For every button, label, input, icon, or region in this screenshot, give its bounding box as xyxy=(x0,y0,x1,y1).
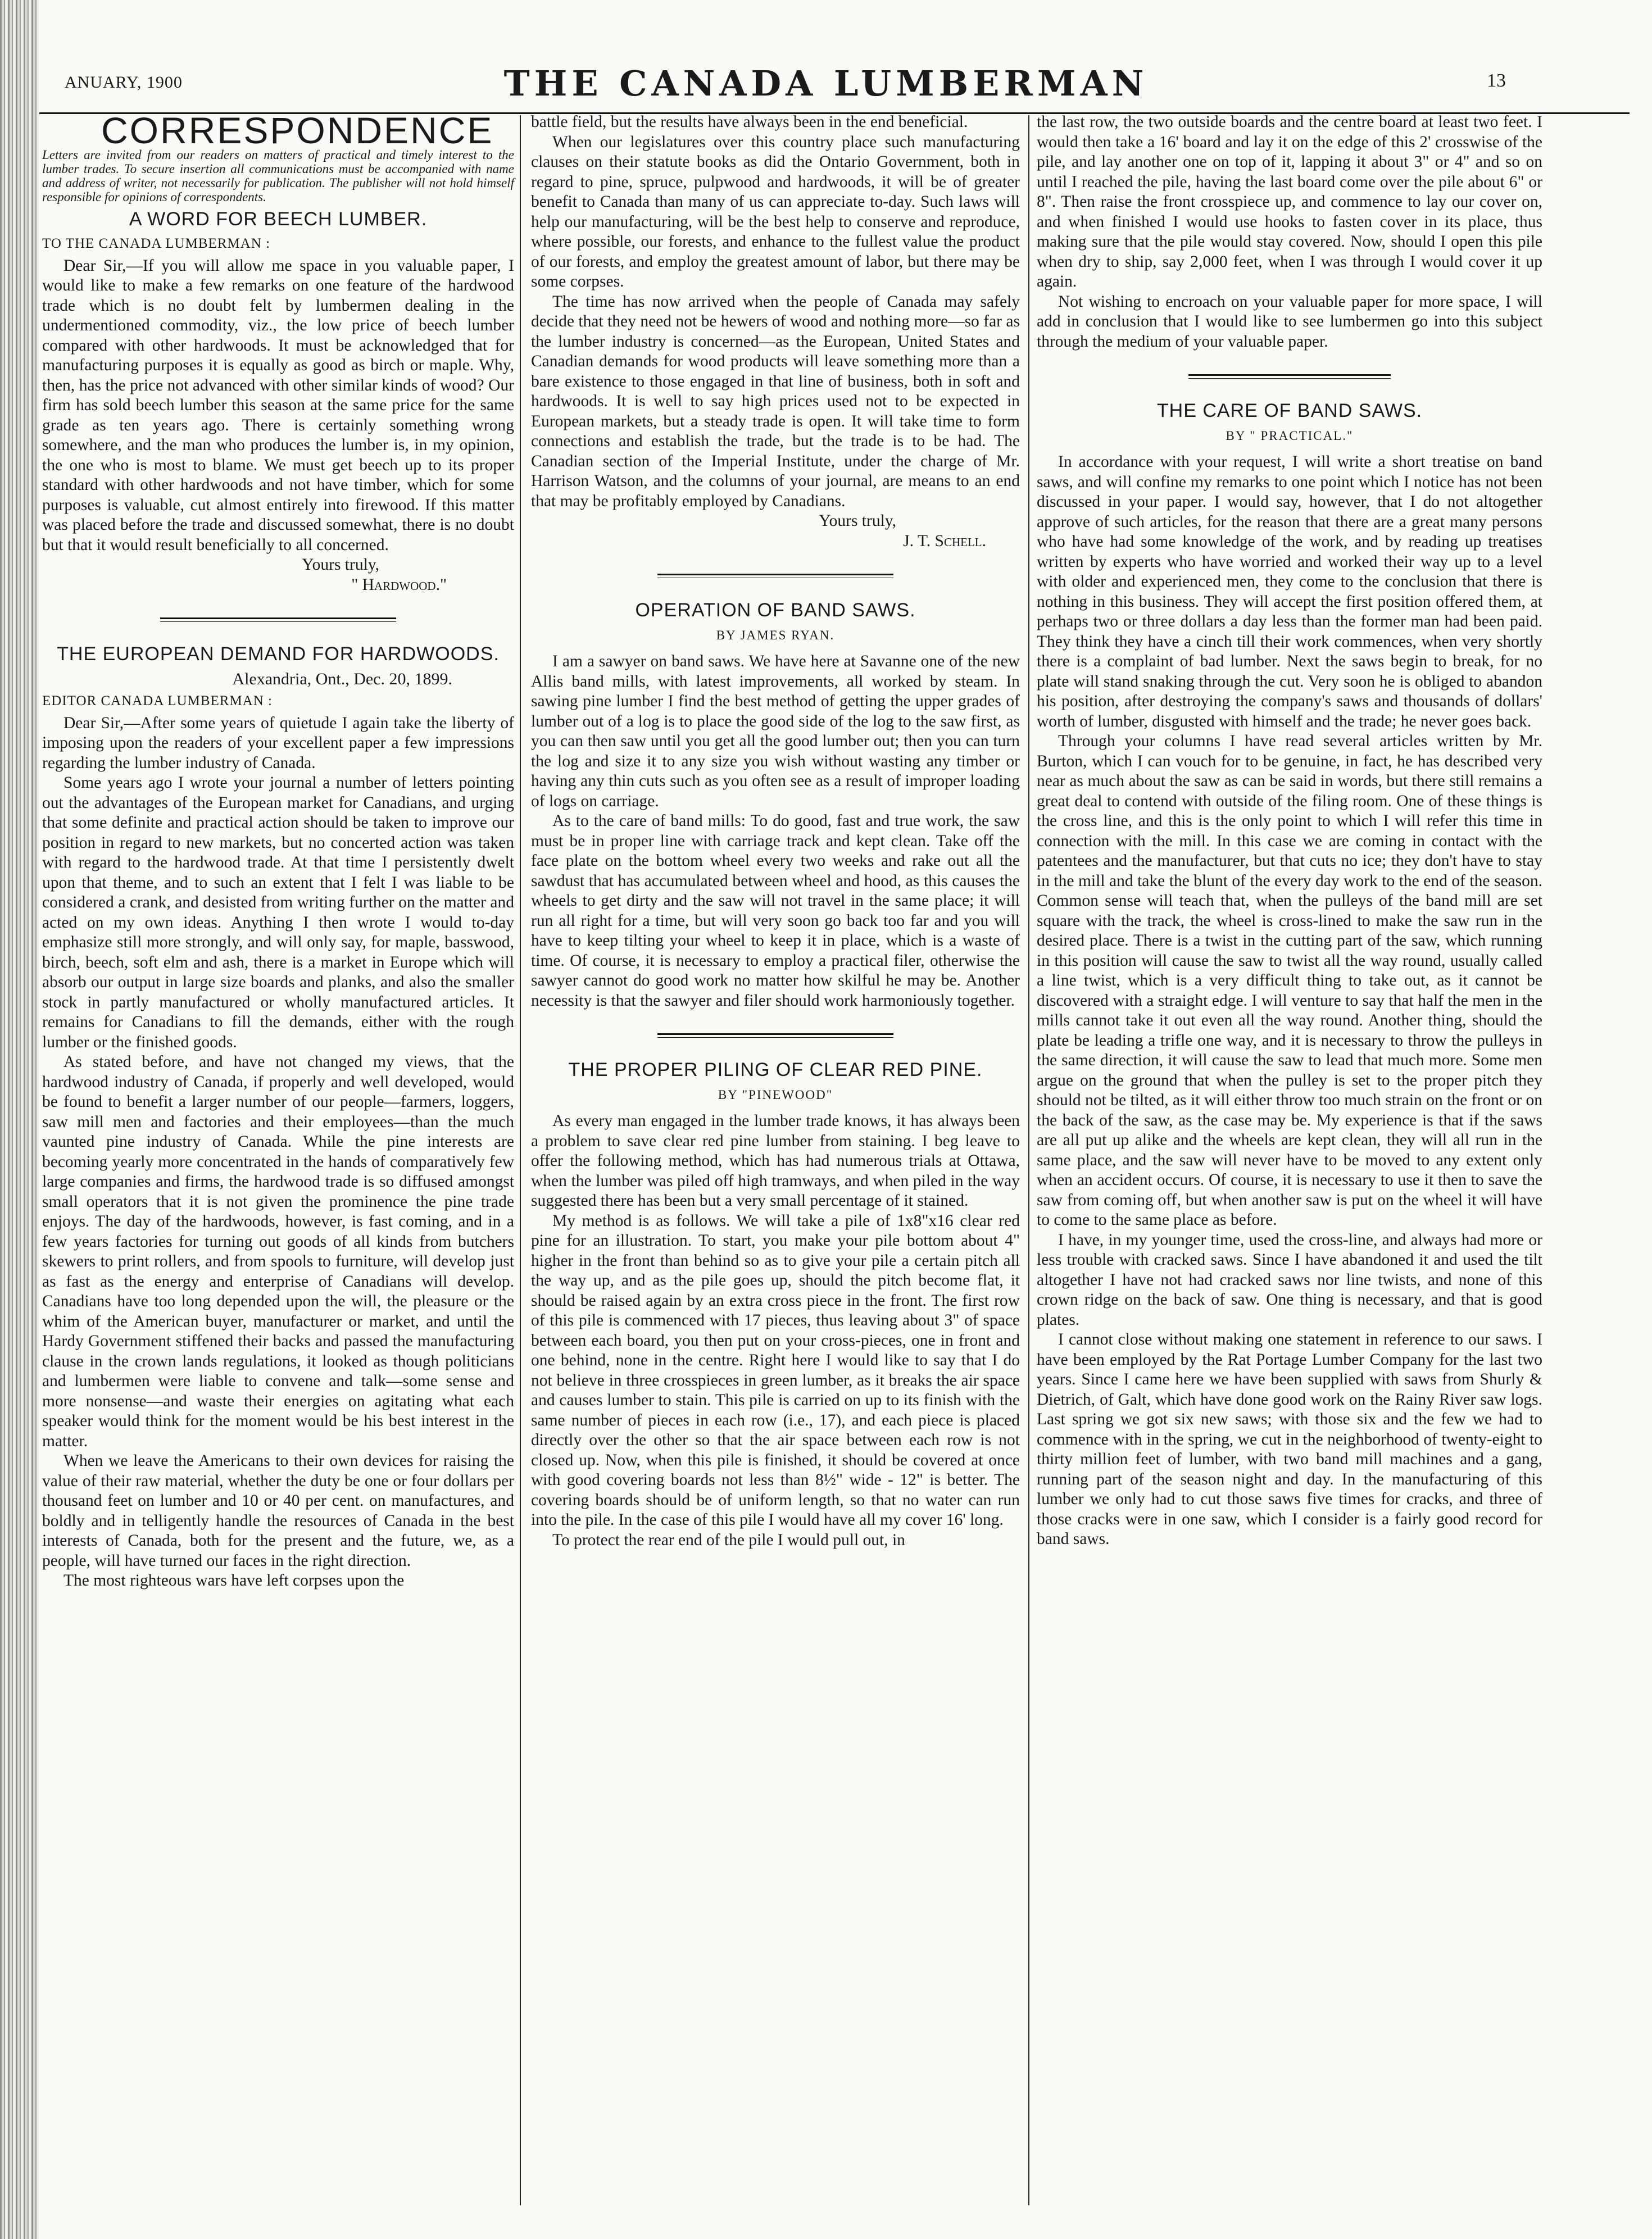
signature: " Hardwood." xyxy=(351,575,447,594)
article-paragraph: The time has now arrived when the people of Canada may safely decide that they need not be hewers of wood and nothing more—so far as the lumber industry is concerned—as the European, United States and Canadian demands for wood products will leave something more than a bare existence to those engaged in that line of business, both in soft and hardwoods. It is well to say high prices used not to be expected in European markets, but a steady trade is open. It will take time to form connections and establish the trade, but the trade is to be had. The Canadian section of the Imperial Institute, under the charge of Mr. Harrison Watson, and the columns of your journal, are means to an end that may be profitably employed by Canadians. xyxy=(531,292,1020,510)
section-heading: CORRESPONDENCE xyxy=(101,110,494,151)
editorial-notice: Letters are invited from our readers on matters of practical and timely interest to the lumber trades. To secure insertion all communications must be accompanied with name and address of writer, not necessarily for publication. The publisher will not hold himself responsible for opinions of correspondents. xyxy=(42,147,514,204)
closing: Yours truly, xyxy=(302,556,379,574)
masthead xyxy=(0,0,1652,104)
article-paragraph: As every man engaged in the lumber trade knows, it has always been a problem to save clear red pine lumber from staining. I beg leave to offer the following method, which has had numerous trials at Ottawa, when the lumber was piled off high tramways, and when piled in the way suggested there has been but a very small percentage of it stained. xyxy=(531,1112,1020,1210)
closing: Yours truly, xyxy=(819,512,896,530)
byline: BY JAMES RYAN. xyxy=(716,628,835,642)
article-paragraph: The most righteous wars have left corpses upon the xyxy=(63,1572,405,1589)
article-paragraph: Dear Sir,—If you will allow me space in you valuable paper, I would like to make a few remarks on one feature of the hardwood trade which is no doubt felt by lumbermen dealing in the undermentioned commodity, viz., the low price of beech lumber compared with other hardwoods. It must be acknowledged that for manufacturing purposes it is equally as good as birch or maple. Why, then, has the price not advanced with other similar kinds of wood? Our firm has sold beech lumber this season at the same price for the same grade as ten years ago. There is certainly something wrong somewhere, and the man who produces the lumber is, in my opinion, the one who is most to blame. We must get beech up to its proper standard with other hardwoods and not have timber, which for some purposes is valuable, cut almost entirely into firewood. If this matter was placed before the trade and discussed somewhat, there is no doubt but that it would result beneficially to all concerned. xyxy=(42,256,514,554)
article-paragraph: I am a sawyer on band saws. We have here at Savanne one of the new Allis band mills, with latest improvements, all worked by steam. In sawing pine lumber I find the best method of getting the upper grades of lumber out of a log is to place the good side of the log to the saw first, as you can then saw until you get all the good lumber out; then you can turn the log and size it to any size you wish without wasting any timber or having any thin cuts such as you often see as a result of improper loading of logs on carriage. xyxy=(531,652,1020,810)
signature: J. T. Schell. xyxy=(903,532,986,550)
article-separator xyxy=(1188,374,1391,379)
article-paragraph: Not wishing to encroach on your valuable paper for more space, I will add in conclusion that I would like to see lumbermen go into this subject through the medium of your valuable paper. xyxy=(1037,292,1542,351)
article-separator xyxy=(657,1033,893,1038)
newspaper-title: THE CANADA LUMBERMAN xyxy=(503,63,1149,104)
article-title: THE CARE OF BAND SAWS. xyxy=(1156,400,1423,421)
byline: BY " PRACTICAL." xyxy=(1226,428,1354,443)
issue-date: ANUARY, 1900 xyxy=(65,73,183,92)
column-3 xyxy=(1037,112,1542,1550)
article-paragraph: Dear Sir,—After some years of quietude I again take the liberty of imposing upon the readers of your excellent paper a few impressions regarding the lumber industry of Canada. xyxy=(42,714,514,772)
article-paragraph: Through your columns I have read several articles written by Mr. Burton, which I can vouch for to be genuine, in fact, he has described very near as much about the saw as can be said in words, but there still remains a great deal to contend with outside of the filing room. One of these things is the cross line, and this is the only point to which I will refer this time in connection with the mill. In this case we are coming in contact with the patentees and the manufacturer, but that cuts no ice; they don't have to stay in the mill and take the blunt of the every day work to the end of the season. Common sense will teach that, when the pulleys of the band mill are set square with the track, the wheel is cross-lined to make the saw run in the desired place. There is a twist in the cutting part of the saw, which running in this position will cause the saw to twist all the way round, usually called a line twist, which is a very difficult thing to take out, as it cannot be discovered with a straight edge. I will venture to say that half the men in the mills cannot take it out even all the way round. Another thing, should the plate be leading a trifle one way, and it is necessary to throw the pulleys in the same direction, it will cause the saw to lead that much more. Some men argue on the ground that when the pulley is set to the proper pitch they should not be tilted, as it will either throw too much strain on the front or on the back of the saw, as the case may be. My experience is that if the saws are all put up alike and the wheels are kept clean, they will all run in the same place, and the saw will never have to be moved to any extent only when an accident occurs. Of course, it is necessary to use it then to save the saw from coming off, but when another saw is put on the wheel it will have to come to the same place as before. xyxy=(1037,732,1542,1229)
column-1 xyxy=(42,110,514,1591)
binding-edge xyxy=(0,0,39,2239)
article-paragraph: When our legislatures over this country place such manufacturing clauses on their statute books as did the Ontario Government, both in regard to pine, spruce, pulpwood and hardwoods, it will be of greater benefit to Canada than many of us can appreciate to-day. Such laws will help our manufacturing, will be the best help to conserve and reproduce, where possible, our forests, and enhance to the fullest value the product of our forests, and employ the greatest amount of labor, but there may be some corpses. xyxy=(531,133,1020,290)
article-paragraph: Some years ago I wrote your journal a number of letters pointing out the advantages of the European market for Canadians, and urging that some definite and practical action should be taken to improve our position in regard to new markets, but no concerted action was taken with regard to the hardwood trade. At that time I persistently dwelt upon that theme, and to such an extent that I felt I was liable to be considered a crank, and desisted from writing further on the matter and acted on my own ideas. Anything I then wrote I would to-day emphasize still more strongly, and will only say, for maple, basswood, birch, beech, soft elm and ash, there is a market in Europe which will absorb our output in large size boards and planks, and also the smaller stock in partly manufactured or wholly manufactured articles. It remains for Canadians to fill the demands, either with the rough lumber or the finished goods. xyxy=(42,774,514,1051)
column-rule xyxy=(1028,115,1029,2205)
article-paragraph: When we leave the Americans to their own devices for raising the value of their raw material, whether the duty be one or four dollars per thousand feet on lumber and 10 or 40 per cent. on manufactures, and boldly and in telligently handle the resources of Canada in the best interests of Canada, both for the present and the future, we, as a people, will have turned our faces in the right direction. xyxy=(42,1452,514,1570)
article-paragraph: My method is as follows. We will take a pile of 1x8"x16 clear red pine for an illustration. To start, you make your pile bottom about 4" higher in the front than behind so as to give your pile a certain pitch all the way up, and as the pile goes up, should the pitch become flat, it should be raised again by an extra cross piece in the front. The first row of this pile is commenced with 17 pieces, thus leaving about 3" of space between each board, you then put on your cross-pieces, one in front and one behind, none in the centre. Right here I would like to say that I do not believe in three crosspieces in green lumber, as it breaks the air space and causes lumber to stain. This pile is carried on up to its finish with the same number of pieces in each row (i.e., 17), and each piece is placed directly over the other so that the air space between each row is not closed up. Now, when this pile is finished, it should be covered at once with good covering boards not less than 8½" wide - 12" is better. The covering boards should be of uniform length, so that no water can run into the pile. In the case of this pile I would have all my cover 16' long. xyxy=(531,1211,1020,1529)
column-2 xyxy=(531,112,1020,1550)
salutation: TO THE CANADA LUMBERMAN : xyxy=(42,236,271,251)
article-paragraph: I cannot close without making one statement in reference to our saws. I have been employed by the Rat Portage Lumber Company for the last two years. Since I came here we have been supplied with saws from Shurly & Dietrich, of Galt, which have done good work on the Rainy River saw logs. Last spring we got six new saws; with those six and the few we had to commence with in the spring, we cut in the neighborhood of twenty-eight to thirty million feet of lumber, with two band mill machines and a gang, running part of the season night and day. In the manufacturing of this lumber we only had to cut those saws five times for cracks, and three of those cracks were in one saw, which I consider is a fairly good record for band saws. xyxy=(1037,1330,1542,1548)
article-separator xyxy=(160,617,396,622)
salutation: EDITOR CANADA LUMBERMAN : xyxy=(42,693,273,709)
article-separator xyxy=(657,574,893,578)
article-paragraph-continued: the last row, the two outside boards and the centre board at least two feet. I would then take a 16' board and lay it on the edge of this 2' crosswise of the pile, and lay another one on top of it, lapping it about 3" or 4" and so on until I reached the pile, having the last board come over the pile about 6" or 8". Then raise the front crosspiece up, and commence to lay our cover on, and when finished I would use hooks to fasten cover in its place, thus making sure that the pile would stay covered. Now, should I open this pile when dry to ship, say 2,000 feet, when I was through I would cover it up again. xyxy=(1037,113,1542,290)
article-title: OPERATION OF BAND SAWS. xyxy=(635,600,916,621)
dateline: Alexandria, Ont., Dec. 20, 1899. xyxy=(232,669,452,688)
article-paragraph: As stated before, and have not changed my views, that the hardwood industry of Canada, if properly and well developed, would be found to benefit a larger number of our people—farmers, loggers, saw mill men and factories and their employees—than the much vaunted pine industry of Canada. While the pine interests are becoming yearly more concentrated in the hands of comparatively few large companies and firms, the hardwood trade is so diffused amongst small operators that it is not given the prominence the pine trade enjoys. The day of the hardwoods, however, is fast coming, and in a few years factories for turning out goods of all kinds from butchers skewers to print rollers, and from spools to furniture, will develop just as fast as the energy and enterprise of Canadians will develop. Canadians have too long depended upon the will, the pleasure or the whim of the American buyer, manufacturer or market, and until the Hardy Government stiffened their backs and passed the manufacturing clause in the crown lands regulations, it looked as though politicians and lumbermen were liable to convene and talk—some sense and more nonsense—and waste their energies on agitating what each speaker would think for the moment would be his best interest in the matter. xyxy=(42,1053,514,1450)
article-paragraph: I have, in my younger time, used the cross-line, and always had more or less trouble with cracked saws. Since I have abandoned it and used the tilt altogether I have not had cracked saws nor line twists, and none of this crown ridge on the back of saw. One thing is necessary, and that is good plates. xyxy=(1037,1230,1542,1329)
article-paragraph-continued: battle field, but the results have always been in the end beneficial. xyxy=(531,113,968,131)
column-rule xyxy=(520,115,521,2205)
article-title: A WORD FOR BEECH LUMBER. xyxy=(129,208,428,230)
article-title: THE PROPER PILING OF CLEAR RED PINE. xyxy=(568,1059,983,1080)
article-title: THE EUROPEAN DEMAND FOR HARDWOODS. xyxy=(57,643,500,665)
article-paragraph: In accordance with your request, I will write a short treatise on band saws, and will confine my remarks to one point which I notice has not been discussed in your paper. I would say, however, that I do not altogether approve of such articles, for the reason that there are a great many persons who have had some knowledge of the work, and by reading up treatises written by experts who have worried and worked their way up to a level with older and experienced men, they come to the conclusion that there is nothing in this business. They will accept the first position offered them, at perhaps two or three dollars a day less than the former man had been paid. They think they have a cinch till their work commences, when very shortly there is a complaint of bad lumber. Next the saws begin to break, for no plate will stand snaking through the cut. Very soon he is obliged to abandon his position, after destroying the company's saws and thousands of dollars' worth of lumber, disgusted with himself and the trade; he never goes back. xyxy=(1037,453,1542,730)
article-paragraph: To protect the rear end of the pile I would pull out, in xyxy=(552,1530,905,1549)
page-number: 13 xyxy=(1487,70,1506,91)
byline: BY "PINEWOOD" xyxy=(718,1087,833,1102)
article-paragraph: As to the care of band mills: To do good, fast and true work, the saw must be in proper line with carriage track and kept clean. Take off the face plate on the bottom wheel every two weeks and rake out all the sawdust that has accumulated between wheel and hood, as this causes the wheels to get dirty and the saw will not travel in the same place; it will run all right for a time, but will very soon go back too far and you will have to keep tilting your wheel to keep it in place, which is a waste of time. Of course, it is necessary to employ a practical filer, otherwise the sawyer cannot do good work no matter how skilful he may be. Another necessity is that the sawyer and filer should work harmoniously together. xyxy=(531,812,1020,1010)
